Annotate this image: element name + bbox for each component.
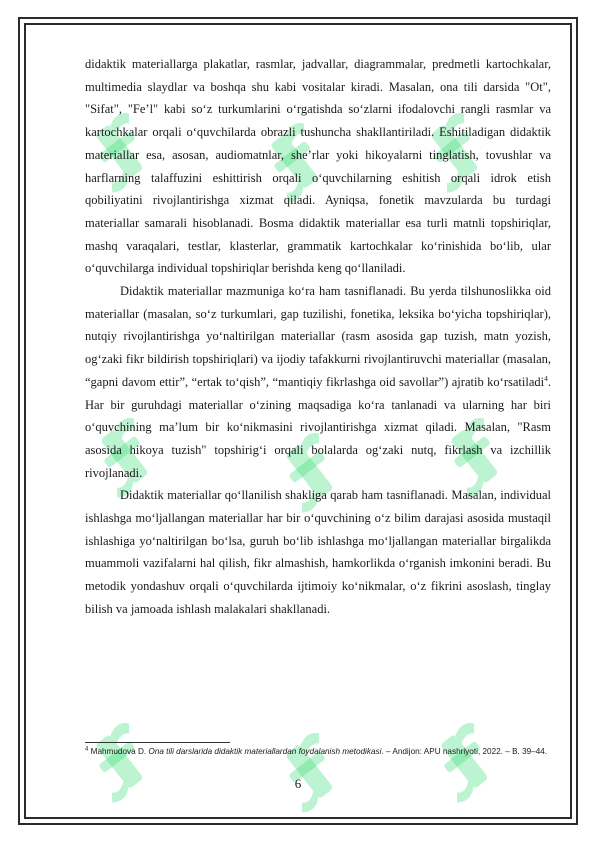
footnote-publication: . – Andijon: APU nashriyoti, 2022. – B. 39–44. [381,747,548,756]
paragraph-2-text-cont: . Har bir guruhdagi materiallar o‘zining maqsadiga ko‘ra tanlanadi va ularning har biri o‘quvchining ma’lum bir ko‘nikmasini rivojlantirishga xizmat qiladi. Masalan, "Rasm asosida hikoya tuzish" topshirig‘i orqali bolalarda og‘zaki nutq, fikrlash va izchillik rivojlanadi. [85,374,551,480]
page-number: 6 [294,776,302,791]
footnote-title: Ona tili darslarida didaktik materiallardan foydalanish metodikasi [148,747,382,756]
footnote-ref-4: 4 [544,373,548,383]
paragraph-3-text: Didaktik materiallar qo‘llanilish shakliga qarab ham tasniflanadi. Masalan, individual ishlashga mo‘ljallangan materiallar har bir o‘quvchining o‘z bilim darajasi asosida mustaqil ishlashiga yo‘naltirilgan bo‘lsa, guruh bo‘lib ishlashga mo‘ljallangan materiallar birgalikda muammoli vazifalarni hal qilish, fikr almashish, hamkorlikda o‘rganish imkonini beradi. Bu metodik yondashuv orqali o‘quvchilarda ijtimoiy ko‘nikmalar, o‘z fikrini asoslash, tinglay bilish va jamoada ishlash malakalari shakllanadi. [85,488,551,616]
paragraph-1 [85,53,551,280]
paragraph-3 [85,484,551,620]
footnote-separator [85,742,230,743]
footnote-marker: 4 [85,746,89,753]
paragraph-2 [85,280,551,484]
footnote [85,746,551,758]
paragraph-2-text: Didaktik materiallar mazmuniga ko‘ra ham tasniflanadi. Bu yerda tilshunoslikka oid materiallar (masalan, so‘z turkumlari, gap tuzilishi, fonetika, leksika bo‘yicha topshiriqlar), nutqiy rivojlantirishga yo‘naltirilgan materiallar (rasm asosida gap tuzish, matn yozish, og‘zaki fikr bildirish topshiriqlari) va ijodiy tafakkurni rivojlantiruvchi materiallar (masalan, “gapni davom ettir”, “ertak to‘qish”, “mantiqiy fikrlashga oid savollar”) ajratib ko‘rsatiladi [85,284,551,389]
paragraph-1-text: didaktik materiallarga plakatlar, rasmlar, jadvallar, diagrammalar, predmetli kartochkalar, multimedia slaydlar va boshqa shu kabi vositalar kiradi. Masalan, ona tili darsida "Ot", "Sifat", "Fe’l" kabi so‘z turkumlarini o‘rgatishda so‘zlarni ifodalovchi rangli rasmlar va kartochkalar orqali o‘quvchilarda obrazli tushuncha shakllantiriladi. Eshitiladigan didaktik materiallar esa, asosan, audiomatnlar, she’rlar yoki hikoyalarni tinglatish, tovushlar va harflarning talaffuzini eshittirish orqali o‘quvchilarning eshitish orqali idrok etish qobiliyatini rivojlantirishga xizmat qiladi. Ayniqsa, fonetik mavzularda bu turdagi materiallar samarali hisoblanadi. Bosma didaktik materiallar esa turli matnli topshiriqlar, mashq varaqalari, testlar, klasterlar, grammatik kartochkalar ko‘rinishida bo‘lib, ular o‘quvchilarga individual topshiriqlar berishda keng qo‘llaniladi. [85,57,551,276]
body-text [85,53,551,621]
footnote-author: Mahmudova D. [88,747,149,756]
